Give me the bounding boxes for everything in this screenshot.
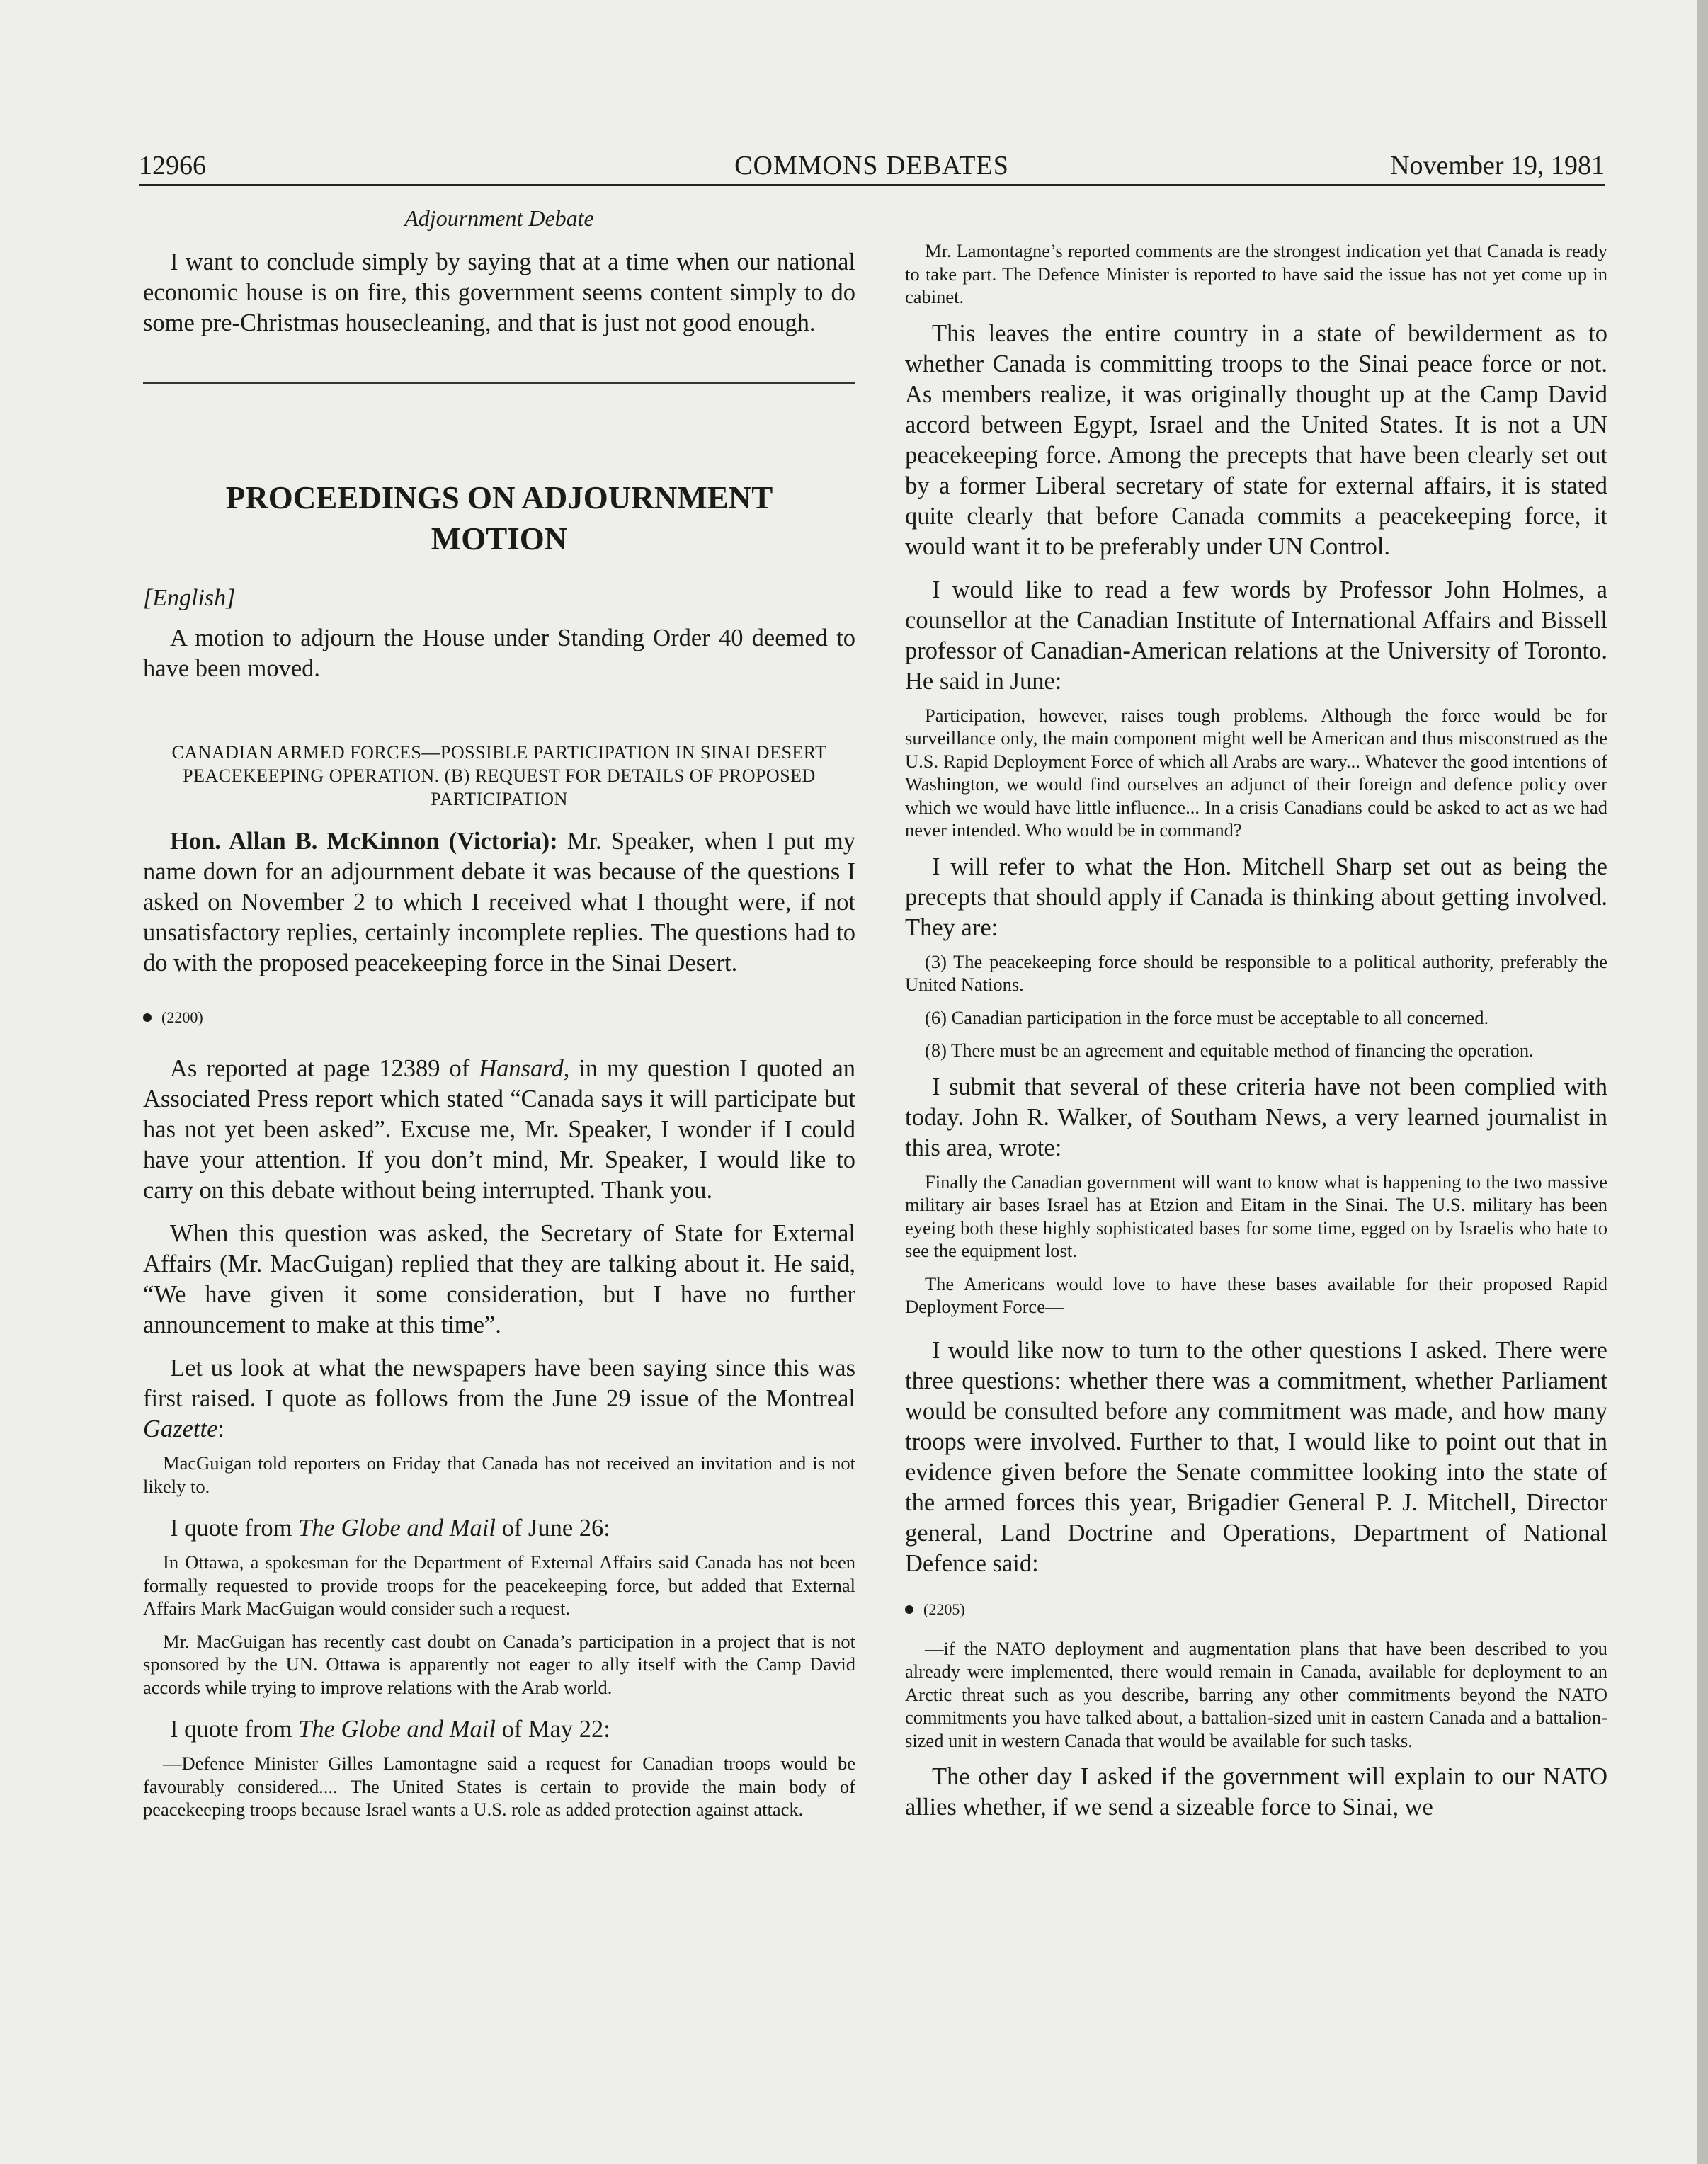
speech-text: Mr. Speaker, when I put my name down for an adjournment debate it was because of the questions I asked on November 2 to which I received what I thought were, if not unsatisfactory replies, certainly incomplete replies. The questions had to do with the proposed peacekeeping force in the Sinai Desert. <box>143 828 855 976</box>
publication-reference: Gazette <box>143 1416 218 1442</box>
section-divider <box>143 382 855 384</box>
speech-text: As reported at page 12389 of <box>170 1055 479 1082</box>
header-rule <box>139 184 1605 186</box>
speech-paragraph: When this question was asked, the Secretary of State for External Affairs (Mr. MacGuigan) replied that they are talking about it. He said, “We have given it some consideration, but I have no further announcement to make at this time”. <box>143 1220 855 1338</box>
speech-paragraph: I submit that several of these criteria have not been complied with today. John R. Walker, of Southam News, a very learned journalist in this area, wrote: <box>905 1073 1607 1161</box>
speech-paragraph: I will refer to what the Hon. Mitchell Sharp set out as being the precepts that should apply if Canada is thinking about getting involved. They are: <box>905 853 1607 941</box>
timestamp-marker <box>905 1600 1607 1619</box>
speech-text: , in my question I quoted an Associated Press report which stated “Canada says it will participate but has not yet been asked”. Excuse me, Mr. Speaker, I wonder if I could have your attention. If you don’t mind, Mr. Speaker, I would like to carry on this debate without being interrupted. Thank you. <box>143 1055 856 1204</box>
page-edge-shadow <box>1697 0 1708 2164</box>
block-quote: The Americans would love to have these bases available for their proposed Rapid Deployment Force— <box>905 1272 1607 1317</box>
speech-paragraph: The other day I asked if the government will explain to our NATO allies whether, if we send a sizeable force to Sinai, we <box>905 1763 1607 1821</box>
block-quote: Mr. MacGuigan has recently cast doubt on Canada’s participation in a project that is not sponsored by the UN. Ottawa is apparently not eager to ally itself with the Camp David accords while trying to improve relations with the Arab world. <box>143 1630 855 1698</box>
speech-paragraph: I would like to read a few words by Professor John Holmes, a counsellor at the Canadian Institute of International Affairs and Bissell professor of Canadian-American relations at the University of Toronto. He said in June: <box>905 576 1607 695</box>
page-number: 12966 <box>139 151 206 181</box>
precept-item: (8) There must be an agreement and equitable method of financing the operation. <box>925 1040 1534 1061</box>
precept-item: (3) The peacekeeping force should be responsible to a political authority, preferably the United Nations. <box>905 950 1607 995</box>
block-quote: In Ottawa, a spokesman for the Department of External Affairs said Canada has not been formally requested to provide troops for the peacekeeping force, but added that External Affairs Mark MacGuigan would consider such a request. <box>143 1551 855 1619</box>
precept-item: (6) Canadian participation in the force must be acceptable to all concerned. <box>925 1006 1489 1028</box>
speech-paragraph <box>143 826 855 979</box>
speech-text: of June 26: <box>495 1515 610 1542</box>
publication-reference: The Globe and Mail <box>298 1716 496 1743</box>
publication-title: COMMONS DEBATES <box>734 151 1009 181</box>
section-title-line1: PROCEEDINGS ON ADJOURNMENT <box>225 480 773 516</box>
bullet-icon <box>905 1605 913 1614</box>
language-tag: [English] <box>143 585 236 611</box>
speech-paragraph <box>143 1714 855 1745</box>
timestamp: (2200) <box>161 1008 203 1026</box>
block-quote: —if the NATO deployment and augmentation plans that have been described to you already were implemented, there would remain in Canada, available for deployment to an Arctic threat such as you describe, barring any other commitments beyond the NATO commitments you have talked about, a battalion-sized unit in eastern Canada and a battalion-sized unit in western Canada that would be available for such tasks. <box>905 1637 1607 1751</box>
speech-text: of May 22: <box>495 1716 610 1743</box>
speech-paragraph <box>143 1054 855 1206</box>
speech-text: : <box>217 1416 224 1442</box>
speaker-name: Hon. Allan B. McKinnon (Victoria): <box>170 828 558 855</box>
left-column <box>143 205 855 1831</box>
right-column <box>905 205 1607 1823</box>
block-quote: —Defence Minister Gilles Lamontagne said a request for Canadian troops would be favourably considered.... The United States is certain to provide the main body of peacekeeping troops because Israel wants a U.S. role as added protection against attack. <box>143 1753 855 1820</box>
publication-reference: Hansard <box>479 1055 564 1082</box>
publication-reference: The Globe and Mail <box>298 1515 496 1542</box>
section-title <box>143 477 855 559</box>
timestamp-marker <box>143 1008 855 1027</box>
speech-paragraph: This leaves the entire country in a state of bewilderment as to whether Canada is committing troops to the Sinai peace force or not. As members realize, it was originally thought up at the Camp David accord between Egypt, Israel and the United States. It is not a UN peacekeeping force. Among the precepts that have been clearly set out by a former Liberal secretary of state for external affairs, it is stated quite clearly that before Canada commits a peacekeeping force, it would want it to be preferably under UN Control. <box>905 319 1607 560</box>
section-title-line2: MOTION <box>431 521 568 557</box>
subject-heading: CANADIAN ARMED FORCES—POSSIBLE PARTICIPATION IN SINAI DESERT PEACEKEEPING OPERATION. (B) REQUEST FOR DETAILS OF PROPOSED PARTICIPATION <box>171 742 827 809</box>
speech-paragraph <box>143 1513 855 1544</box>
speech-text: I quote from <box>170 1515 299 1542</box>
speech-text: I quote from <box>170 1716 299 1743</box>
speech-paragraph: I would like now to turn to the other questions I asked. There were three questions: whether there was a commitment, whether Parliament would be consulted before any commitment was made, and how many troops were involved. Further to that, I would like to point out that in evidence given before the Senate committee looking into the state of the armed forces this year, Brigadier General P. J. Mitchell, Director general, Land Doctrine and Operations, Department of National Defence said: <box>905 1336 1607 1577</box>
timestamp: (2205) <box>923 1600 965 1618</box>
block-quote: Participation, however, raises tough problems. Although the force would be for surveillance only, the main component might well be American and thus misconstrued as the U.S. Rapid Deployment Force of which all Arabs are wary... Whatever the good intentions of Washington, we would find ourselves an adjunct of their foreign and defence policy over which we would have little influence... In a crisis Canadians could be asked to act as we had never intended. Who would be in command? <box>905 704 1607 841</box>
speech-paragraph <box>143 1353 855 1445</box>
bullet-icon <box>143 1013 152 1022</box>
block-quote: MacGuigan told reporters on Friday that Canada has not received an invitation and is not likely to. <box>143 1452 855 1497</box>
speech-text: Let us look at what the newspapers have been saying since this was first raised. I quote as follows from the June 29 issue of the Montreal <box>143 1355 855 1412</box>
page-header <box>139 147 1605 187</box>
publication-date: November 19, 1981 <box>1390 151 1605 181</box>
block-quote: Mr. Lamontagne’s reported comments are the strongest indication yet that Canada is ready to take part. The Defence Minister is reported to have said the issue has not yet come up in cabinet. <box>905 240 1607 307</box>
intro-paragraph: I want to conclude simply by saying that at a time when our national economic house is on fire, this government seems content simply to do some pre-Christmas housecleaning, and that is just not good enough. <box>143 249 855 336</box>
motion-text: A motion to adjourn the House under Standing Order 40 deemed to have been moved. <box>143 625 855 682</box>
running-head: Adjournment Debate <box>404 205 594 231</box>
block-quote: Finally the Canadian government will want to know what is happening to the two massive military air bases Israel has at Etzion and Eitam in the Sinai. The U.S. military has been eyeing both these highly sophisticated bases for some time, egged on by Israelis who hate to see the equipment lost. <box>905 1171 1607 1261</box>
